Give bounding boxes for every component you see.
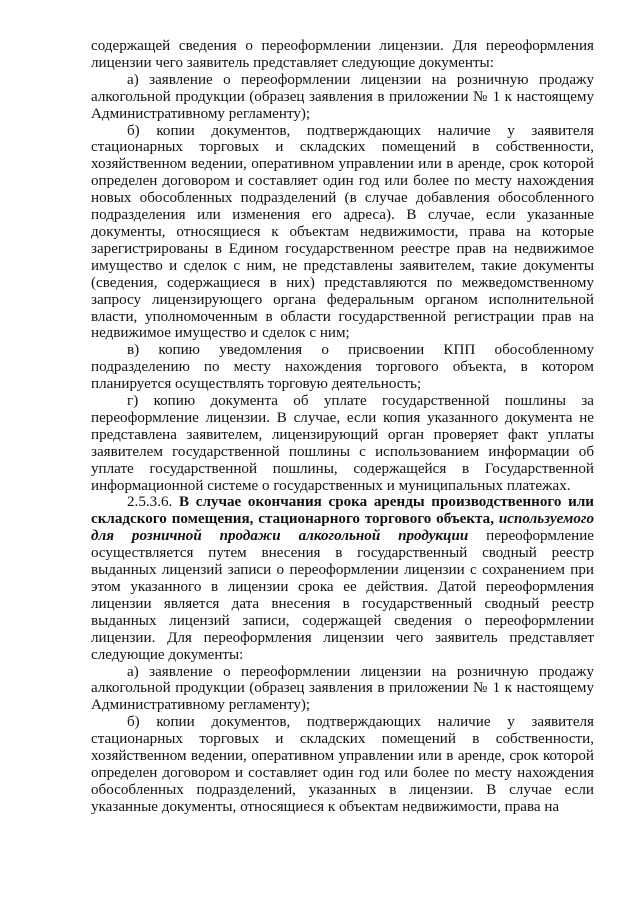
section-number: 2.5.3.6.	[127, 494, 173, 511]
item-b-premises-documents: б) копии документов, подтверждающих наличие у заявителя стационарных торговых и складских помещений в собственности, хозяйственном ведении, оперативном управлении или в аренде, срок которой определен договором и составляет один год или более по месту нахождения новых обособленных подразделений (в случае добавления обособленного подразделения или изменения его адреса). В случае, если указанные документы, относящиеся к объектам недвижимости, права на которые зарегистрированы в Едином государственном реестре прав на недвижимое имущество и сделок с ним, не представлены заявителем, такие документы (сведения, содержащиеся в них) представляются по межведомственному запросу лицензирующего органа федеральным органом исполнительной власти, уполномоченным в области государственной регистрации прав на недвижимое имущество и сделок с ним;	[91, 122, 594, 342]
item-v-kpp-notice: в) копию уведомления о присвоении КПП обособленному подразделению по месту нахождения торгового объекта, в котором планируется осуществлять торговую деятельность;	[91, 342, 594, 393]
section-heading-bold: В случае окончания срока аренды производственного или складского помещения, стационарного торгового объекта,	[91, 494, 594, 528]
section-2-5-3-6	[91, 494, 594, 663]
paragraph-intro: содержащей сведения о переоформлении лицензии. Для переоформления лицензии чего заявитель представляет следующие документы:	[91, 38, 594, 71]
item-a-application-2: а) заявление о переоформлении лицензии на розничную продажу алкогольной продукции (образец заявления в приложении № 1 к настоящему Административному регламенту);	[91, 663, 594, 714]
document-page	[91, 38, 594, 816]
section-body: переоформление осуществляется путем внесения в государственный сводный реестр выданных лицензий записи о переоформлении лицензии с сохранением при этом указанного в лицензии срока ее действия. Датой переоформления лицензии является дата внесения в государственный сводный реестр выданных лицензий записи, содержащей сведения о переоформлении лицензии. Для переоформления лицензии чего заявитель представляет следующие документы:	[91, 528, 594, 663]
section-heading-bold-italic: используемого для розничной продажи алкогольной продукции	[91, 511, 594, 545]
item-a-application: а) заявление о переоформлении лицензии на розничную продажу алкогольной продукции (образец заявления в приложении № 1 к настоящему Административному регламенту);	[91, 71, 594, 122]
item-b-premises-documents-2: б) копии документов, подтверждающих наличие у заявителя стационарных торговых и складских помещений в собственности, хозяйственном ведении, оперативном управлении или в аренде, срок которой определен договором и составляет один год или более по месту нахождения обособленных подразделений, указанных в лицензии. В случае если указанные документы, относящиеся к объектам недвижимости, права на	[91, 714, 594, 815]
item-g-state-duty: г) копию документа об уплате государственной пошлины за переоформление лицензии. В случае, если копия указанного документа не представлена заявителем, лицензирующий орган проверяет факт уплаты заявителем государственной пошлины с использованием информации об уплате государственной пошлины, содержащейся в Государственной информационной системе о государственных и муниципальных платежах.	[91, 393, 594, 494]
